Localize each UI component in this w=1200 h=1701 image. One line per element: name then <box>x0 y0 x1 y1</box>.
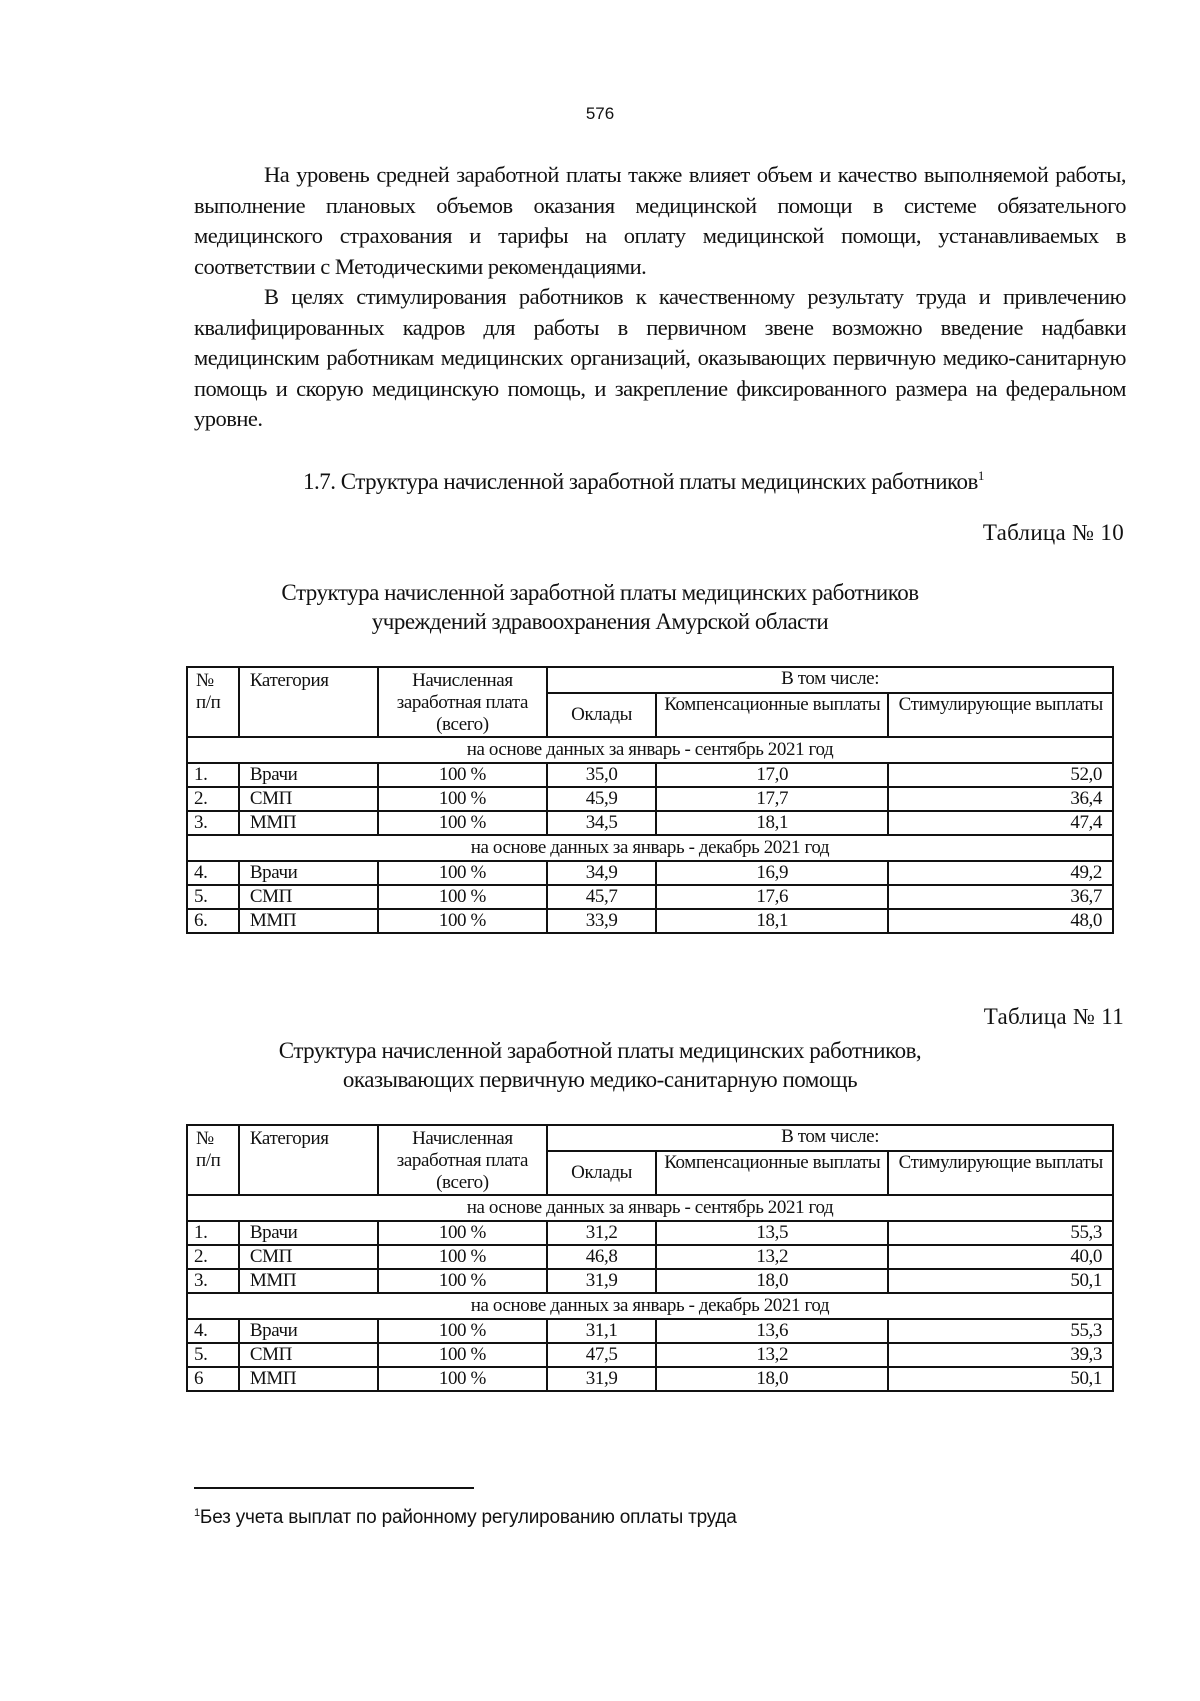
row-category: ММП <box>239 909 378 933</box>
header-incentive: Стимулирующие выплаты <box>888 693 1113 737</box>
header-incentive: Стимулирующие выплаты <box>888 1151 1113 1195</box>
section-title <box>303 468 984 495</box>
page-number: 576 <box>585 104 615 123</box>
header-number: № п/п <box>187 1125 239 1195</box>
header-compensation: Компенсационные выплаты <box>656 693 889 737</box>
row-salaries: 35,0 <box>547 763 656 787</box>
row-category: СМП <box>239 1343 378 1367</box>
row-total: 100 % <box>378 1367 548 1391</box>
row-compensation: 18,1 <box>656 811 889 835</box>
header-number: № п/п <box>187 667 239 737</box>
row-number: 6 <box>187 1367 239 1391</box>
table-row <box>187 1245 1113 1269</box>
row-category: СМП <box>239 787 378 811</box>
row-total: 100 % <box>378 811 548 835</box>
body-text <box>194 160 1126 435</box>
footnote-text: Без учета выплат по районному регулированию оплаты труда <box>199 1507 737 1528</box>
table-row <box>187 787 1113 811</box>
row-incentive: 55,3 <box>888 1221 1113 1245</box>
row-compensation: 18,1 <box>656 909 889 933</box>
table-10 <box>186 666 1114 934</box>
row-salaries: 31,9 <box>547 1269 656 1293</box>
period-row <box>187 835 1113 861</box>
row-incentive: 36,7 <box>888 885 1113 909</box>
row-total: 100 % <box>378 1343 548 1367</box>
row-total: 100 % <box>378 1221 548 1245</box>
period-row <box>187 1293 1113 1319</box>
paragraph: В целях стимулирования работников к качественному результату труда и привлечению квалифицированных кадров для работы в первичном звене возможно введение надбавки медицинским работникам медицинских организаций, оказывающих первичную медико-санитарную помощь и скорую медицинскую помощь, и закрепление фиксированного размера на федеральном уровне. <box>194 284 1126 431</box>
table-row <box>187 1269 1113 1293</box>
row-compensation: 13,2 <box>656 1343 889 1367</box>
header-total: Начисленная заработная плата (всего) <box>378 1125 548 1195</box>
table-row <box>187 861 1113 885</box>
row-category: СМП <box>239 885 378 909</box>
row-compensation: 18,0 <box>656 1269 889 1293</box>
table-row <box>187 1319 1113 1343</box>
table-10-caption <box>0 578 1200 636</box>
caption-line: учреждений здравоохранения Амурской области <box>371 609 829 634</box>
row-incentive: 39,3 <box>888 1343 1113 1367</box>
row-category: ММП <box>239 811 378 835</box>
row-incentive: 40,0 <box>888 1245 1113 1269</box>
table-row <box>187 763 1113 787</box>
period-row <box>187 737 1113 763</box>
row-total: 100 % <box>378 1319 548 1343</box>
row-number: 5. <box>187 885 239 909</box>
row-incentive: 50,1 <box>888 1269 1113 1293</box>
row-compensation: 13,5 <box>656 1221 889 1245</box>
footnote <box>194 1507 737 1529</box>
header-salaries: Оклады <box>547 693 656 737</box>
row-salaries: 45,7 <box>547 885 656 909</box>
row-salaries: 31,2 <box>547 1221 656 1245</box>
row-total: 100 % <box>378 787 548 811</box>
period-label: на основе данных за январь - сентябрь 2021 год <box>187 1195 1113 1221</box>
table-body <box>187 1195 1113 1391</box>
row-salaries: 45,9 <box>547 787 656 811</box>
header-category: Категория <box>239 1125 378 1195</box>
table-row <box>187 811 1113 835</box>
table-row <box>187 1221 1113 1245</box>
caption-line: оказывающих первичную медико-санитарную помощь <box>342 1067 858 1092</box>
row-number: 4. <box>187 1319 239 1343</box>
row-number: 3. <box>187 811 239 835</box>
row-incentive: 55,3 <box>888 1319 1113 1343</box>
caption-line: Структура начисленной заработной платы медицинских работников, <box>278 1038 922 1063</box>
row-incentive: 50,1 <box>888 1367 1113 1391</box>
row-incentive: 52,0 <box>888 763 1113 787</box>
row-total: 100 % <box>378 909 548 933</box>
row-category: Врачи <box>239 763 378 787</box>
caption-line: Структура начисленной заработной платы медицинских работников <box>281 580 919 605</box>
row-number: 2. <box>187 787 239 811</box>
footnote-mark: 1 <box>194 1507 200 1519</box>
row-number: 1. <box>187 1221 239 1245</box>
row-compensation: 17,6 <box>656 885 889 909</box>
row-salaries: 34,9 <box>547 861 656 885</box>
row-category: ММП <box>239 1367 378 1391</box>
table-row <box>187 885 1113 909</box>
row-compensation: 13,2 <box>656 1245 889 1269</box>
period-label: на основе данных за январь - декабрь 2021 год <box>187 835 1113 861</box>
row-category: Врачи <box>239 1319 378 1343</box>
row-category: СМП <box>239 1245 378 1269</box>
row-incentive: 48,0 <box>888 909 1113 933</box>
row-salaries: 33,9 <box>547 909 656 933</box>
table-11-caption <box>0 1036 1200 1094</box>
paragraph: На уровень средней заработной платы также влияет объем и качество выполняемой работы, выполнение плановых объемов оказания медицинской помощи в системе обязательного медицинского страхования и тарифы на оплату медицинской помощи, устанавливаемых в соответствии с Методическими рекомендациями. <box>194 162 1126 279</box>
table-body <box>187 737 1113 933</box>
row-total: 100 % <box>378 1245 548 1269</box>
table-10-label: Таблица № 10 <box>982 520 1124 545</box>
period-label: на основе данных за январь - сентябрь 2021 год <box>187 737 1113 763</box>
row-salaries: 31,1 <box>547 1319 656 1343</box>
row-total: 100 % <box>378 885 548 909</box>
row-number: 4. <box>187 861 239 885</box>
row-salaries: 31,9 <box>547 1367 656 1391</box>
row-number: 1. <box>187 763 239 787</box>
header-category: Категория <box>239 667 378 737</box>
row-incentive: 49,2 <box>888 861 1113 885</box>
row-category: Врачи <box>239 861 378 885</box>
row-number: 3. <box>187 1269 239 1293</box>
row-compensation: 17,0 <box>656 763 889 787</box>
table-row <box>187 1343 1113 1367</box>
table-11-label: Таблица № 11 <box>983 1004 1124 1029</box>
table-row <box>187 909 1113 933</box>
table-row <box>187 1367 1113 1391</box>
table-11 <box>186 1124 1114 1392</box>
row-compensation: 16,9 <box>656 861 889 885</box>
header-salaries: Оклады <box>547 1151 656 1195</box>
period-row <box>187 1195 1113 1221</box>
section-title-text: 1.7. Структура начисленной заработной платы медицинских работников <box>303 469 978 494</box>
row-salaries: 47,5 <box>547 1343 656 1367</box>
row-compensation: 13,6 <box>656 1319 889 1343</box>
row-number: 2. <box>187 1245 239 1269</box>
footnote-divider <box>194 1487 474 1489</box>
row-incentive: 36,4 <box>888 787 1113 811</box>
row-category: ММП <box>239 1269 378 1293</box>
row-total: 100 % <box>378 861 548 885</box>
row-salaries: 46,8 <box>547 1245 656 1269</box>
header-compensation: Компенсационные выплаты <box>656 1151 889 1195</box>
row-number: 5. <box>187 1343 239 1367</box>
row-total: 100 % <box>378 1269 548 1293</box>
header-including: В том числе: <box>547 1125 1113 1151</box>
row-category: Врачи <box>239 1221 378 1245</box>
header-total: Начисленная заработная плата (всего) <box>378 667 548 737</box>
row-number: 6. <box>187 909 239 933</box>
row-salaries: 34,5 <box>547 811 656 835</box>
period-label: на основе данных за январь - декабрь 2021 год <box>187 1293 1113 1319</box>
header-including: В том числе: <box>547 667 1113 693</box>
row-compensation: 17,7 <box>656 787 889 811</box>
row-total: 100 % <box>378 763 548 787</box>
footnote-reference[interactable]: 1 <box>977 468 984 483</box>
row-compensation: 18,0 <box>656 1367 889 1391</box>
row-incentive: 47,4 <box>888 811 1113 835</box>
